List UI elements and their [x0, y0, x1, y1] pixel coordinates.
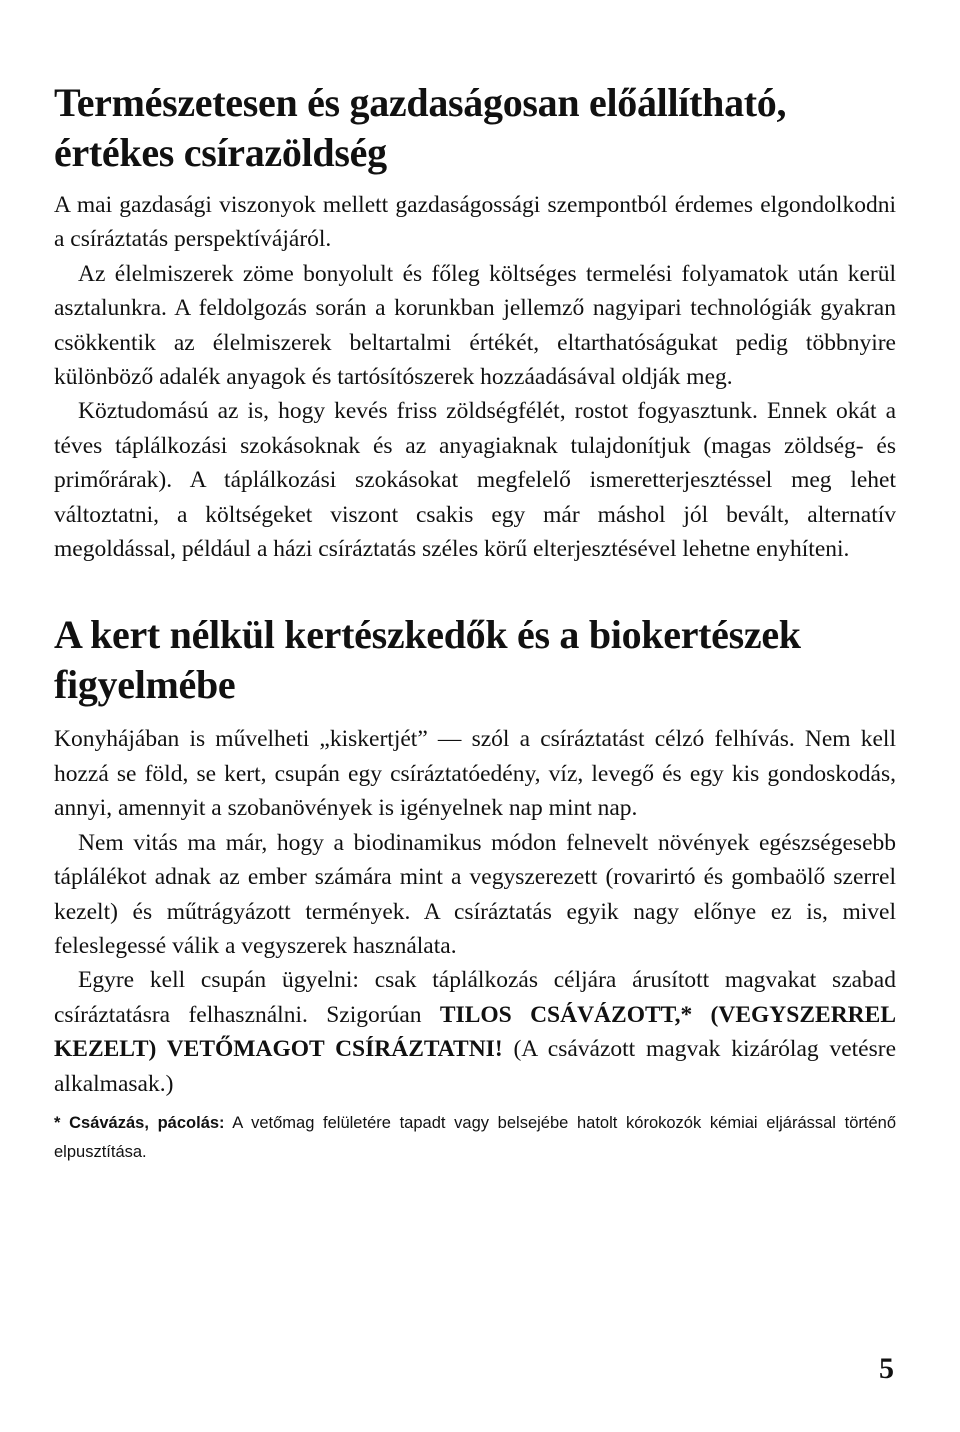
sentence-reasons: Ennek okát a téves táplálkozási szokásoknak és az anyagiaknak tulajdonítjuk (magas zöldség- és primőrárak).: [54, 398, 896, 494]
warning-intro: Egyre kell csupán ügyelni: csak táplálkozás céljára árusított magvakat szabad csíráztatásra felhasználni. Szigorúan: [54, 967, 896, 1028]
section-title-line2: figyelmébe: [54, 662, 236, 708]
footnote-mark: *: [54, 1113, 61, 1132]
warning-end: (A csávázott magvak kizárólag vetésre alkalmasak.): [54, 1036, 896, 1097]
paragraph-kitchen-garden: Konyhájában is művelheti „kiskertjét” — szól a csíráztatást célzó felhívás. Nem kell hozzá se föld, se kert, csupán egy csíráztatóedény, víz, levegő és egy kis gondoskodás, annyi, amennyit a szobanövények is igényelnek nap mint nap.: [54, 726, 896, 822]
footnote-text: A vetőmag felületére tapadt vagy belsejébe hatolt kórokozók kémiai eljárással történő elpusztítása.: [54, 1113, 897, 1161]
section-title-gardeners: [54, 610, 896, 710]
paragraph-vegetable-consumption: [54, 394, 896, 566]
section-title-line1: A kert nélkül kertészkedők és a biokertészek: [54, 612, 801, 658]
sentence-food-production: Az élelmiszerek zöme bonyolult és főleg költséges termelési folyamatok után kerül asztalunkra.: [54, 260, 896, 322]
page-number: 5: [879, 1352, 894, 1385]
section-title-line1: Természetesen és gazdaságosan előállítható,: [54, 80, 787, 125]
paragraph-food-processing: [54, 257, 896, 395]
sentence-industrial-tech: A feldolgozás során a korunkban jellemző nagyipari technológiák gyakran csökkentik az élelmiszerek beltartalmi értékét, eltarthatóságukat pedig többnyire különböző adalék anyagok és tartósítószerek hozzáadásával oldják meg.: [54, 295, 896, 391]
paragraph-biodynamic: Nem vitás ma már, hogy a biodinamikus módon felnevelt növények egészségesebb táplálékot adnak az ember számára mint a vegyszerezett (rovarirtó és gombaölő szerrel kezelt) és műtrágyázott termények. A csíráztatás egyik nagy előnye ez is, mivel feleslegessé válik a vegyszerek használata.: [54, 829, 896, 959]
footnote-term: Csávázás, pácolás:: [69, 1113, 225, 1132]
section-title-sprouts: [54, 78, 896, 178]
footnote: [54, 1109, 896, 1167]
sentence-solution: A táplálkozási szokásokat megfelelő ismeretterjesztéssel meg lehet változtatni, a költségeket viszont csakis egy már máshol jól bevált, alternatív megoldással, például a házi csíráztatás széles körű elterjesztésével lehetne enyhíteni.: [54, 467, 896, 563]
paragraph-warning: [54, 963, 896, 1101]
paragraph-economy: A mai gazdasági viszonyok mellett gazdaságossági szempontból érdemes elgondolkodni a csíráztatás perspektívájáról.: [54, 192, 896, 253]
warning-bold: TILOS CSÁVÁZOTT,* (VEGYSZERREL KEZELT) VETŐMAGOT CSÍRÁZTATNI!: [54, 1001, 896, 1063]
page-content: [54, 78, 896, 1167]
sentence-low-consumption: Köztudomású az is, hogy kevés friss zöldségfélét, rostot fogyasztunk.: [78, 398, 758, 425]
section-title-line2: értékes csírazöldség: [54, 130, 387, 175]
